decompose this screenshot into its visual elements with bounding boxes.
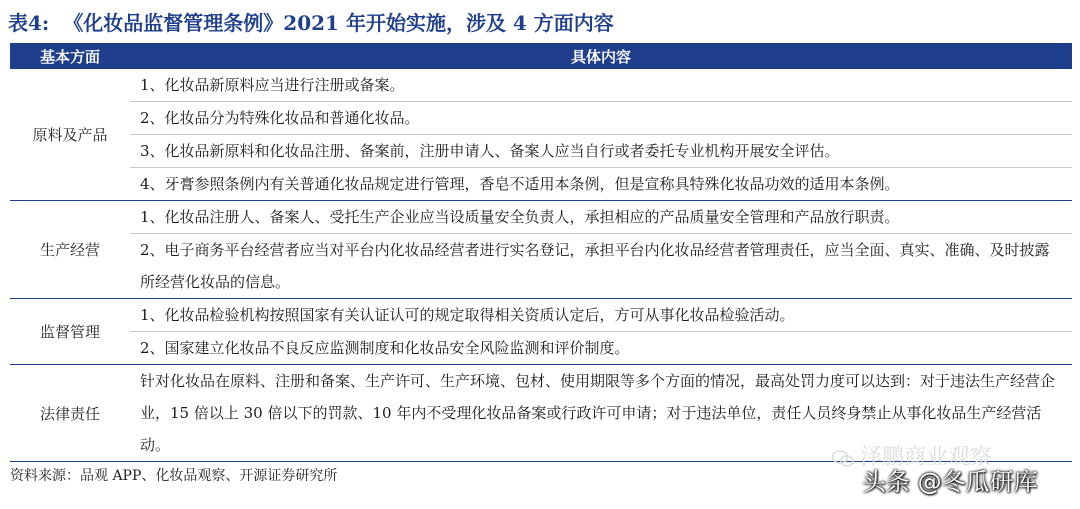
watermark-text: 泽鹏商业观察 [860, 445, 993, 470]
category-cell: 生产经营 [10, 201, 130, 299]
category-cell: 原料及产品 [10, 69, 130, 201]
content-cell: 2、国家建立化妆品不良反应监测制度和化妆品安全风险监测和评价制度。 [130, 332, 1072, 365]
content-cell: 2、电子商务平台经营者应当对平台内化妆品经营者进行实名登记，承担平台内化妆品经营者管理责任，应当全面、真实、准确、及时披露所经营化妆品的信息。 [130, 234, 1072, 299]
content-cell: 3、化妆品新原料和化妆品注册、备案前，注册申请人、备案人应当自行或者委托专业机构开展安全评估。 [130, 135, 1072, 168]
table-row [10, 135, 1072, 168]
wechat-icon [832, 449, 854, 467]
content-cell: 1、化妆品检验机构按照国家有关认证认可的规定取得相关资质认定后，方可从事化妆品检验活动。 [130, 299, 1072, 332]
table-row [10, 102, 1072, 135]
source-note: 资料来源：品观 APP、化妆品观察、开源证券研究所 [10, 468, 338, 484]
table-title: 《化妆品监督管理条例》2021 年开始实施，涉及 4 方面内容 [63, 11, 614, 35]
content-cell: 1、化妆品新原料应当进行注册或备案。 [130, 69, 1072, 102]
header-content: 具体内容 [130, 43, 1072, 69]
regulation-table [10, 43, 1072, 462]
table-row [10, 234, 1072, 299]
credit-overlay: 头条 @冬瓜研库 [862, 468, 1038, 496]
table-number: 表4: [8, 11, 50, 35]
content-cell: 针对化妆品在原料、注册和备案、生产许可、生产环境、包材、使用期限等多个方面的情况，最高处罚力度可以达到：对于违法生产经营企业，15 倍以上 30 倍以下的罚款、10 年内不受理化妆品备案或行政许可申请；对于违法单位，责任人员终身禁止从事化妆品生产经营活动。 [130, 365, 1072, 462]
table-header-row [10, 43, 1072, 69]
table-row [10, 201, 1072, 234]
content-cell: 4、牙膏参照条例内有关普通化妆品规定进行管理，香皂不适用本条例，但是宣称具特殊化妆品功效的适用本条例。 [130, 168, 1072, 201]
table-row [10, 299, 1072, 332]
table-row [10, 332, 1072, 365]
category-cell: 监督管理 [10, 299, 130, 365]
content-cell: 2、化妆品分为特殊化妆品和普通化妆品。 [130, 102, 1072, 135]
table-caption [8, 6, 1072, 40]
header-aspect: 基本方面 [10, 43, 130, 69]
category-cell: 法律责任 [10, 365, 130, 462]
table-row [10, 69, 1072, 102]
content-cell: 1、化妆品注册人、备案人、受托生产企业应当设质量安全负责人，承担相应的产品质量安全管理和产品放行职责。 [130, 201, 1072, 234]
table-row [10, 168, 1072, 201]
